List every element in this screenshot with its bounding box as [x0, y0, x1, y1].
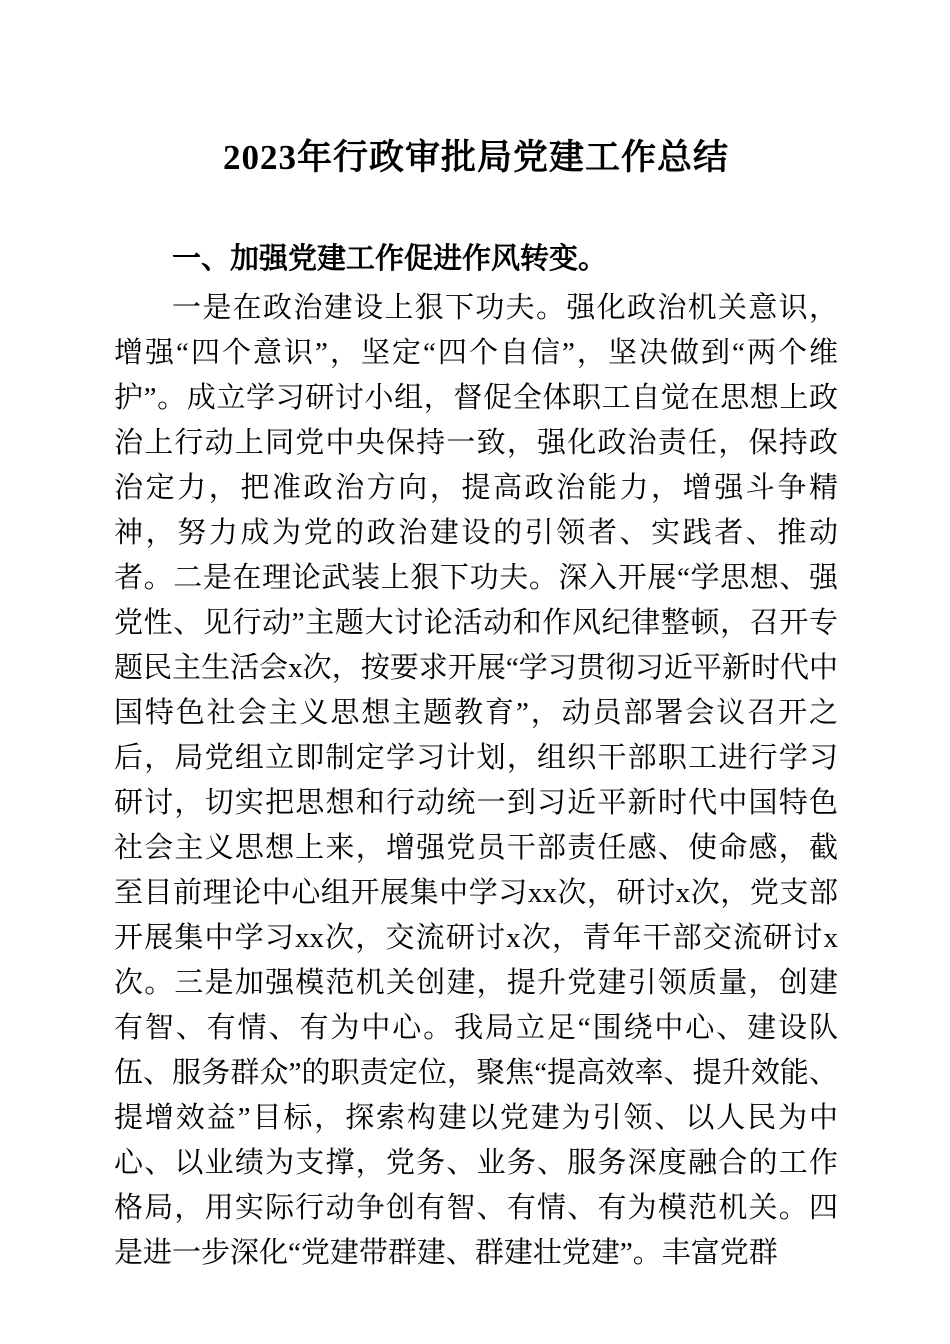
document-title: 2023年行政审批局党建工作总结	[222, 138, 729, 177]
body-paragraph: 一是在政治建设上狠下功夫。强化政治机关意识，增强“四个意识”，坚定“四个自信”，坚决做到“两个维护”。成立学习研讨小组，督促全体职工自觉在思想上政治上行动上同党中央保持一致，强化政治责任，保持政治定力，把准政治方向，提高政治能力，增强斗争精神，努力成为党的政治建设的引领者、实践者、推动者。二是在理论武装上狠下功夫。深入开展“学思想、强党性、见行动”主题大讨论活动和作风纪律整顿，召开专题民主生活会x次，按要求开展“学习贯彻习近平新时代中国特色社会主义思想主题教育”，动员部署会议召开之后，局党组立即制定学习计划，组织干部职工进行学习研讨，切实把思想和行动统一到习近平新时代中国特色社会主义思想上来，增强党员干部责任感、使命感，截至目前理论中心组开展集中学习xx次，研讨x次，党支部开展集中学习xx次，交流研讨x次，青年干部交流研讨x次。三是加强模范机关创建，提升党建引领质量，创建有智、有情、有为中心。我局立足“围绕中心、建设队伍、服务群众”的职责定位，聚焦“提高效率、提升效能、提增效益”目标，探索构建以党建为引领、以人民为中心、以业绩为支撑，党务、业务、服务深度融合的工作格局，用实际行动争创有智、有情、有为模范机关。四是进一步深化“党建带群建、群建壮党建”。丰富党群	[114, 292, 838, 1269]
document-section	[114, 236, 838, 1276]
section-heading: 一、加强党建工作促进作风转变。	[172, 243, 608, 275]
